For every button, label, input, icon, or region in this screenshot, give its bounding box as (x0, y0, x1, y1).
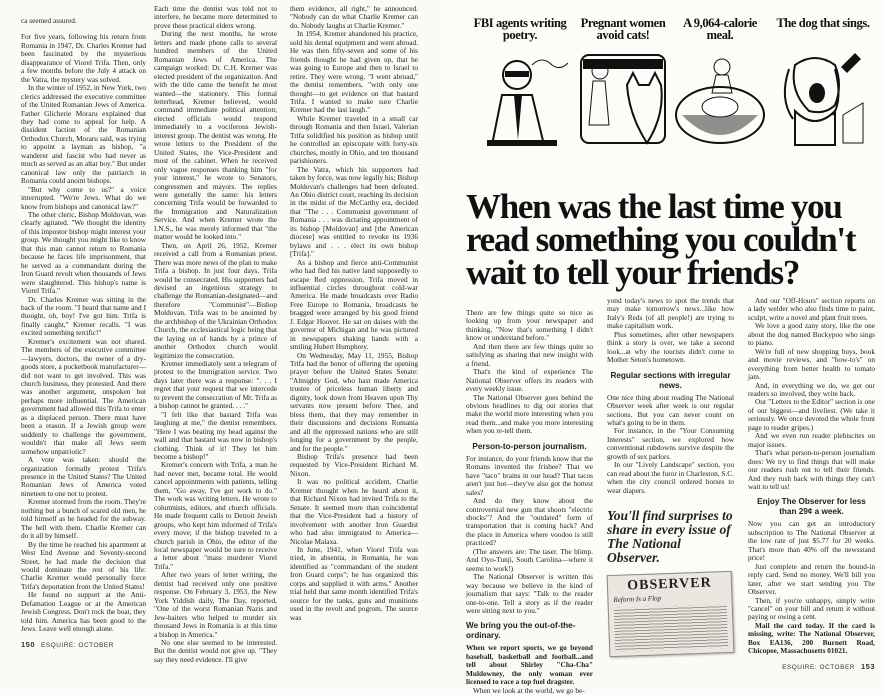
folio-label: ESQUIRE: OCTOBER (41, 641, 114, 649)
fbi-agent-poet-illustration (472, 45, 568, 149)
paragraph: For five years, following his return from Romania in 1947, Dr. Charles Kremer had been fascinated by the mysterious disappearance of Viorel Trifa. Then, only a few months before the July 4 attack on the Vatra, the mystery was solved. (21, 32, 146, 84)
paragraph: In the winter of 1952, in New York, two clerics addressed the executive committee of the United Romanian Jews of America. Father Glicherie Moraru explained that they had come to appeal for help. A dissident faction of the Romanian Orthodox Church, Moraru said, was trying to appoint a layman as bishop, "a wanderer and fascist who had never as much as served as an altar boy." But under canonical law only the patriarch in Romania could anoint bishops. (21, 83, 146, 186)
paragraph: That's what person-to-person journalism does: We try to find things that will make our readers rush out to tell their friends. And they rush back with things they can't wait to tell us! (748, 448, 875, 491)
paragraph: Kremer immediately sent a telegram of protest to the Immigration service. Two days later there was a response: ". . . I regret that your request that we intercede to prevent the consecration of Mr. Trifa as a bishop cannot be granted. . . ." (154, 359, 277, 411)
paragraph: Then, if you're unhappy, simply write "cancel" on your bill and return it without paying or owing a cent. (748, 595, 875, 622)
paragraph: And our "Off-Hours" section reports on a lady welder who also finds time to paint, sculpt, write a novel and plant fruit trees. (748, 296, 875, 322)
subhead-out-of-ordinary: We bring you the out-of-the-ordinary. (466, 621, 576, 641)
paragraph: them evidence, all right," he announced. "Nobody can do what Charlie Kremer can do. Nobody laughs at Charlie Kremer." (290, 4, 418, 30)
paragraph: The other cleric, Bishop Moldovan, was clearly agitated. "We thought the identity of this impostor bishop might interest your group. We thought you might like to know that this man cannot return to Romania because he faces life imprisonment, that he served as a commandant during the Iron Guard revolt when thousands of Jews were slaughtered. This bishop's name is Viorel Trifa." (21, 209, 146, 296)
paragraph: For instance, do your friends know that the Romans invented the frisbee? That we have "taco" brains in our head? That tacos aren't just hot—they've also got the hottest sales? (466, 453, 593, 497)
paragraph: Kremer stormed from the room. They're nothing but a bunch of scared old men, he told himself as he headed for the subway. The hell with them. Charlie Kremer can do it all by himself. (21, 497, 146, 541)
paragraph: While Kremer traveled in a small car through Romania and then Israel, Valerian Trifa solidified his position as bishop until he controlled an episcopate with forty-six churches, mostly in Ohio, and ten thousand parishioners. (290, 113, 418, 166)
singing-dog-illustration (775, 45, 871, 149)
paragraph: And then there are few things quite so satisfying as sharing that new insight with a friend. (466, 341, 593, 368)
paragraph: Our "Letters to the Editor" section is one of our biggest—and liveliest. (We take it seriously. We once devoted the whole front page to reader gripes.) (748, 397, 875, 432)
page-folio-right (748, 656, 875, 672)
paragraph: No one else seemed to be interested. But the dentist would not give up. "They say they need evidence. I'll give (154, 637, 277, 664)
article-column-3 (290, 5, 418, 622)
paragraph: A vote was taken: should the organization formally protest Trifa's presence in the United States? The United Romanian Jews of America voted nineteen to one not to protest. (21, 455, 146, 498)
cartoon-caption: A 9,064-calorie meal. (683, 16, 757, 42)
cartoon-panel (773, 18, 873, 149)
article-column-2 (154, 5, 277, 664)
paragraph: One nice thing about reading The National Observer week after week is our regular sections. But you can never count on what's going to be in them. (607, 392, 734, 427)
page-number: 153 (860, 661, 875, 671)
paragraph: In 1954, Kremer abandoned his practice, sold his dental equipment and went abroad. He was then fifty-seven and some of his friends thought he had given up, that he was going to Europe and then to Israel to retire. They were wrong. "I went abroad," the dentist remembers, "with only one thought—to get evidence on that bastard Trifa. I wanted to make sure Charlie Kremer had the last laugh." (290, 29, 418, 115)
paragraph: And we even run reader plebiscites on major issues. (748, 431, 875, 449)
cartoon-panel (470, 18, 570, 149)
subhead-regular-sections: Regular sections with irregular news. (610, 370, 731, 390)
mail-card-instructions: Mail the card today. If the card is missing, write: The National Observer, Box EA136, 200 Burnett Road, Chicopee, Massachusetts 01021. (748, 620, 875, 656)
left-page (0, 0, 442, 664)
cartoon-caption: FBI agents writing poetry. (473, 16, 567, 42)
woman-and-cat-illustration (575, 45, 671, 149)
paragraph: In our "Lively Landscape" section, you can read about the furor in Charleston, S.C. when the city council ordered horses to wear diapers. (607, 460, 734, 495)
paragraph: ca seemed assured. (21, 16, 77, 25)
paragraph: We're full of new shopping buys, book and movie reviews, and "how-to's" on everything from better health to tomato jam. (748, 346, 875, 382)
paragraph: yond today's news to spot the trends that may make tomorrow's news...like how Italy's Reds (of all people!) are trying to make capitalism work. (607, 296, 734, 331)
paragraph: Just complete and return the bound-in reply card. Send no money. We'll bill you later, after we start sending you The Observer. (748, 561, 875, 597)
newspaper-image (607, 571, 735, 657)
paragraph: For instance, in the "Your Consuming Interests" section, we explored how conventional rubdowns survive despite the growth of sex parlors. (607, 426, 734, 461)
subhead-subscription-offer: Enjoy The Observer for less than 29¢ a week. (757, 497, 866, 517)
paragraph: Bishop Trifa's presence had been requested by Vice-President Richard M. Nixon. (290, 452, 418, 478)
ad-columns (466, 297, 876, 695)
paragraph: Kremer's excitement was not shared. The members of the executive committee—lawyers, doctors, the owner of a dry-goods store, a pocketbook manufacturer—did not want to get involved. This was church business, they protested. And there was another argument, unspoken but perhaps more influential. The American government had allowed this Trifa to enter as a displaced person. There must have been a reason. If a Jewish group were suddenly to challenge the government, wouldn't that make all Jews seem somehow unpatriotic? (21, 336, 146, 456)
paragraph: Plus sometimes, after other newspapers think a story is over, we take a second look...at why the tourists didn't come to Mother Seton's hometown. (607, 329, 734, 365)
paragraph: And, in everything we do, we get our readers so involved, they write back. (748, 380, 875, 398)
paragraph: When we look at the world, we go be- (473, 685, 585, 695)
paragraph: Kremer's concern with Trifa, a man he had never met, became total. He would cancel appointments with patients, telling them, "Go away, I've got work to do." The work was writing letters. He wrote to columnists, editors, and church officials. He made frequent calls to Detroit Jewish groups, who kept him informed of Trifa's every move; if the bishop traveled to a church parish in Ohio, the editor of the local newspaper would be sure to receive a letter about "mass murderer Viorel Trifa." (154, 460, 277, 571)
cartoon-caption: The dog that sings. (776, 16, 870, 30)
paragraph: The National Observer is written this way because we believe in the kind of journalism that says: "Talk to the reader one-to-one. Tell a story as if the reader were sitting next to you." (466, 572, 593, 615)
cartoon-caption: Pregnant women avoid cats! (580, 16, 666, 42)
page-folio-left (21, 634, 146, 650)
paragraph: As a bishop and fierce anti-Communist who had fled his native land supposedly to escape Red oppression, Trifa moved in influential circles throughout cold-war America. He made broadcasts over Radio Free Europe to Romania, broadcasts he bragged were arranged by his good friend J. Edgar Hoover. He sat on daises with the governor of Michigan and he was pictured in newspapers shaking hands with a smiling Hubert Humphrey. (290, 257, 418, 352)
cartoon-panel (573, 18, 673, 149)
ad-headline: When was the last time you read something you couldn't wait to tell your friends? (466, 187, 856, 292)
newspaper-text-lines (614, 604, 728, 652)
paragraph: (The answers are: The taser. The blimp. And Oyo-Tunji, South Carolina—where it seems to work!) (466, 546, 593, 573)
paragraph: In June, 1941, when Viorel Trifa was tried, in absentia, in Romania, he was identified as "commandant of the student Iron Guard corps"; he has organized this corps and supplied it with arms." Another trial held that same month identified Trifa's source for the tanks, guns and munitions used in the revolt and pogrom. The source was (290, 545, 418, 622)
promo-tagline: You'll find surprises to share in every issue of The National Observer. (607, 508, 733, 566)
paragraph: The National Observer goes behind the obvious headlines to dig out stories that make the world more interesting when you read them...and make you more interesting when you re-tell them. (466, 392, 593, 436)
paragraph: Now you can get an introductory subscription to The National Observer at the low rate of just $5.77 for 20 weeks. That's more than 40% off the newsstand price! (748, 519, 875, 563)
paragraph: "I felt like that bastard Trifa was laughing at me," the dentist remembers. "Here I was beating my head against the wall and that bastard was now in bishop's clothing. Think of it! They let him become a bishop!" (154, 409, 277, 462)
paragraph: After two years of letter writing, the dentist had received only one positive response. On February 3, 1953, the New York Yiddish daily, The Day, reported, "One of the worst Romanian Nazis and Jew-baiters who helped to murder six thousand Jews in Romania is at this time a bishop in America." (154, 570, 277, 639)
paragraph: When we report sports, we go beyond baseball, basketball and football...and tell about Shirley "Cha-Cha" Muldowney, the only woman ever licensed to race a top fuel dragster. (466, 643, 593, 687)
ad-column-3 (748, 297, 875, 672)
newspaper-masthead: OBSERVER (626, 575, 712, 594)
ad-column-1 (466, 297, 593, 695)
paragraph: "But why come to us?" a voice interrupted. "We're Jews. What do we know from bishops and canonical law?" (21, 184, 146, 211)
cartoon-panel (670, 18, 770, 149)
newspaper-headline: Reform Is a Flop (613, 594, 662, 605)
folio-label: ESQUIRE: OCTOBER (782, 663, 855, 671)
paragraph: Dr. Charles Kremer was sitting in the back of the room. "I heard that name and I thought, oh, boy! I've got him. Trifa is finally caught," Kremer recalls. "I was excited something terrific!" (21, 294, 146, 338)
paragraph: That's the kind of experience The National Observer offers its readers with every weekly issue. (466, 367, 593, 394)
feast-illustration (672, 45, 768, 149)
page-number: 150 (21, 639, 36, 649)
paragraph: The Vatra, which his supporters had taken by force, was now legally his; Bishop Moldovan's challenges had been defeated. An Ohio district court, reaching its decision in the midst of the McCarthy era, decided that "The . . . Communist government of Romania . . . was dictating appointment of its bishop [Moldovan] and [the American diocese] was entitled to revoke its 1936 bylaws and . . . elect its own bishop [Trifa]." (290, 164, 418, 259)
paragraph: There are few things quite so nice as looking up from your newspaper and thinking, "Now that's something I didn't know or understand before." (466, 308, 593, 343)
ad-column-2 (607, 297, 734, 659)
paragraph: Then, on April 26, 1952, Kremer received a call from a Romanian priest. There was more news of the plan to make Trifa a bishop. In just four days, Trifa would be consecrated. His supporters had devised an ingenious strategy to challenge the Romanian-designated—and therefore "Communist"—Bishop Moldovan. Trifa was to be anointed by the archbishop of the Ukrainian Orthodox Church, the ecclesiastical logic being that the laying on of hands by a prince of another Orthodox church would legitimize the consecration. (154, 240, 277, 360)
subhead-person-to-person: Person-to-person journalism. (472, 441, 587, 451)
paragraph: And do they know about the controversial new gun that shoots "electric shocks"? And the "outdated" form of transportation that is coming back? And the place in America where voodoo is still practiced? (466, 496, 593, 548)
paragraph: By the time he reached his apartment at West End Avenue and Seventy-second Street, he had made the decision that would dominate the rest of his life: Charlie Kremer would personally force Trifa's deportation from the United States! (21, 539, 146, 591)
paragraph: On Wednesday, May 11, 1955, Bishop Trifa had the honor of offering the opening prayer before the United States Senate: "Almighty God, who hast made America trustee of priceless human liberty and dignity, look down from Heaven upon Thy servants now present before Thee, and bless them, that they may remember in their discussions and decisions Romania and all the oppressed nations who are still longing for a government by the people, and for the people." (290, 350, 418, 453)
paragraph: Each time the dentist was told not to interfere, he became more determined to prove these practical elders wrong. (154, 4, 277, 30)
paragraph: We love a good zany story, like the one about the dog named Buckypoo who sings to piano. (748, 321, 875, 348)
ad-body (466, 187, 876, 695)
paragraph: He found no support at the Anti-Defamation League or at the American Jewish Congress. Don't rock the boat, they told him. America has been good to the Jews. Leave well enough alone. (21, 590, 146, 634)
paragraph: During the next months, he wrote letters and made phone calls to several hundred members of the United Romanian Jews of America. The campaign worked: Dr. C.H. Kremer was elected president of the organization. And with the title came the benefit he most wanted—the stationery. This formal letterhead, Kremer believed, would command immediate political attention; elected officials would respond immediately to a vociferous Jewish-interest group. The dentist was wrong. He wrote letters to the President of the United States, the Vice-President and most of the cabinet. When he received only vague responses thanking him "for your interest," he wrote to Senators, congressmen and mayors. The replies were generally the same: his letters concerning Trifa would be forwarded to the Immigration and Naturalization Service. And when Kremer wrote the I.N.S., he was merely informed that "the matter would be looked into." (154, 29, 277, 242)
paragraph: It was no political accident, Charlie Kremer thought when he heard about it, that Richard Nixon had invited Trifa to the Senate. It seemed more than coincidental that the Vice-President had a history of involvement with another Iron Guardist who had also immigrated to America—Nicolae Malaxa. (290, 477, 418, 546)
article-column-1 (21, 8, 146, 650)
